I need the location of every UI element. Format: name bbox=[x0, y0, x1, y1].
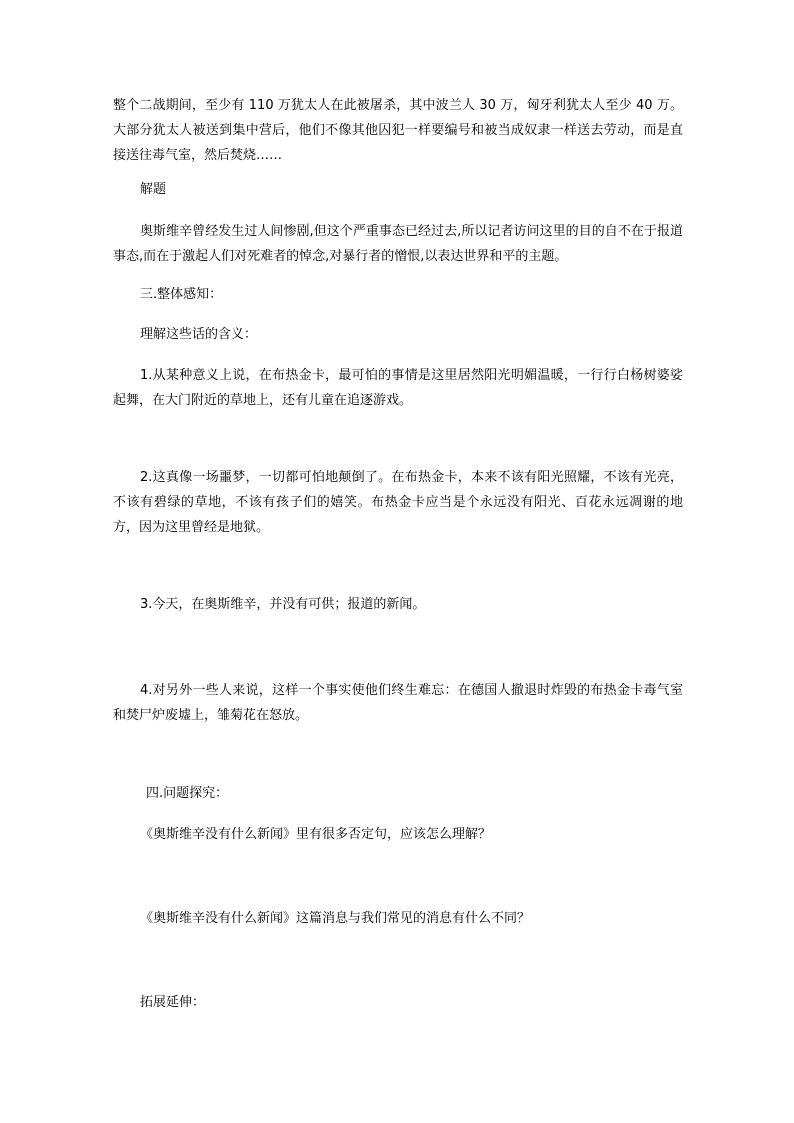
paragraph-auschwitz-history: 整个二战期间，至少有 110 万犹太人在此被屠杀，其中波兰人 30 万，匈牙利犹太人至少 40 万。大部分犹太人被送到集中营后，他们不像其他囚犯一样要编号和被当成奴隶一样送去劳动，而是直接送往毒气室，然后焚烧…… bbox=[113, 98, 683, 163]
list-item-2: 2.这真像一场噩梦，一切都可怕地颠倒了。在布热金卡，本来不该有阳光照耀，不该有光亮，不该有碧绿的草地，不该有孩子们的嬉笑。布热金卡应当是个永远没有阳光、百花永远凋谢的地方，因为这里曾经是地狱。 bbox=[113, 470, 683, 535]
list-item-3: 3.今天，在奥斯维辛，并没有可供；报道的新闻。 bbox=[140, 597, 426, 612]
heading-section-3: 三.整体感知： bbox=[140, 287, 223, 302]
question-1: 《奥斯维辛没有什么新闻》里有很多否定句，应该怎么理解？ bbox=[140, 827, 492, 842]
list-item-1: 1.从某种意义上说，在布热金卡，最可怕的事情是这里居然阳光明媚温暖，一行行白杨树婆娑起舞，在大门附近的草地上，还有儿童在追逐游戏。 bbox=[113, 368, 683, 408]
heading-section-4: 四.问题探究： bbox=[146, 786, 229, 801]
heading-jieti: 解题 bbox=[140, 182, 167, 197]
question-2: 《奥斯维辛没有什么新闻》这篇消息与我们常见的消息有什么不同？ bbox=[140, 911, 531, 926]
list-item-4: 4.对另外一些人来说，这样一个事实使他们终生难忘：在德国人撤退时炸毁的布热金卡毒气室和焚尸炉废墟上，雏菊花在怒放。 bbox=[113, 683, 683, 723]
section-3-intro: 理解这些话的含义： bbox=[140, 327, 258, 342]
heading-extension: 拓展延伸： bbox=[140, 995, 206, 1010]
paragraph-jieti-explanation: 奥斯维辛曾经发生过人间惨剧,但这个严重事态已经过去,所以记者访问这里的目的自不在于报道事态,而在于激起人们对死难者的悼念,对暴行者的憎恨,以表达世界和平的主题。 bbox=[113, 224, 683, 264]
